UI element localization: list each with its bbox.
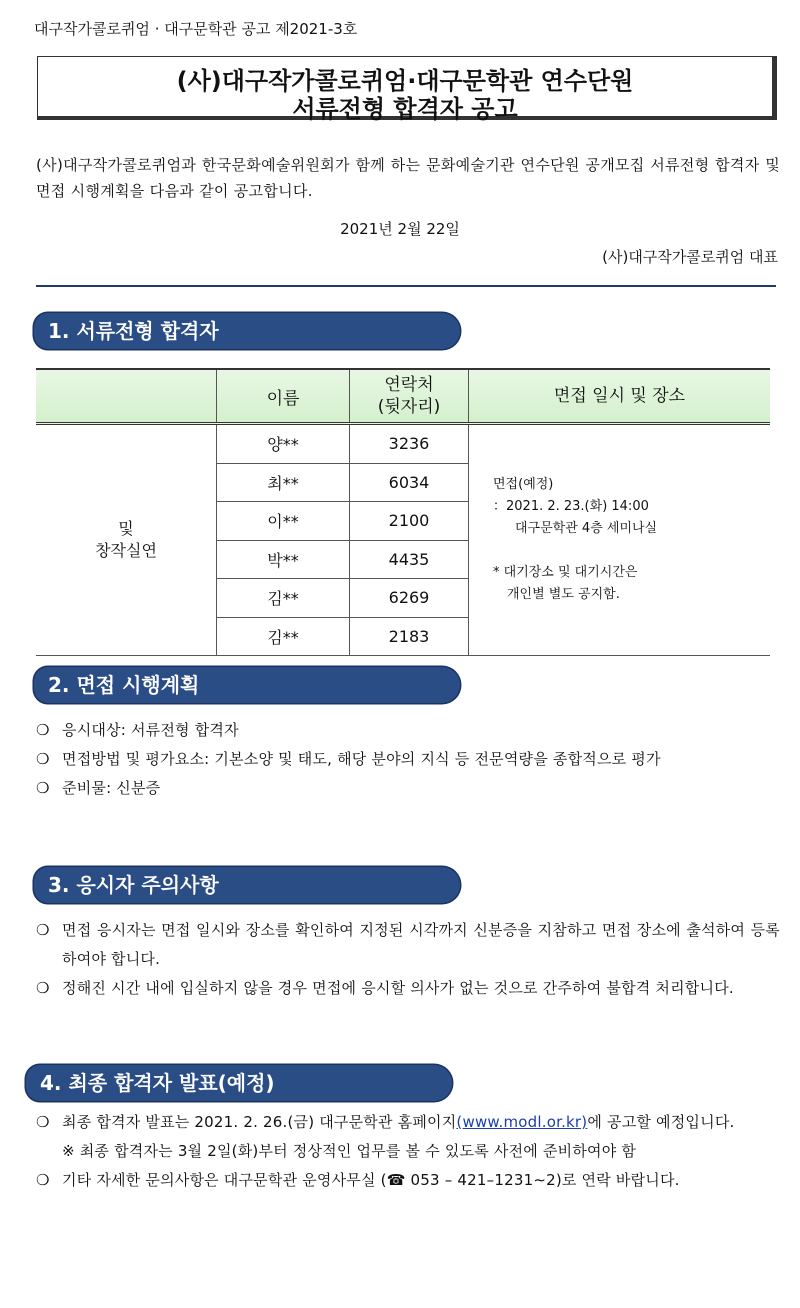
phone-cell: 2183 [350,617,469,656]
bullet-icon: ❍ [36,750,50,768]
homepage-link[interactable]: (www.modl.or.kr) [456,1113,588,1131]
intro-paragraph: (사)대구작가콜로퀴엄과 한국문화예술위원회가 함께 하는 문화예술기관 연수단원 공개모집 서류전형 합격자 및 면접 시행계획을 다음과 같이 공고합니다. [36,156,780,200]
interview-info-cell [469,424,771,656]
name-cell: 최** [217,463,350,502]
bullet-icon: ❍ [36,1171,50,1189]
final-list [36,1108,786,1195]
bullet-icon: ❍ [36,1113,50,1131]
section-heading-4: 4. 최종 합격자 발표(예정) [26,1065,452,1101]
name-cell: 김** [217,579,350,618]
list-item: ❍ 최종 합격자 발표는 2021. 2. 26.(금) 대구문학관 홈페이지(www.modl.or.kr)에 공고할 예정입니다. [36,1108,786,1137]
header-cell-interview: 면접 일시 및 장소 [469,369,771,424]
interview-note-2: 개인별 별도 공지함. [507,587,620,602]
phone-cell: 6034 [350,463,469,502]
section-heading-3: 3. 응시자 주의사항 [34,867,460,903]
phone-cell: 6269 [350,579,469,618]
name-cell: 박** [217,540,350,579]
bullet-icon: ❍ [36,921,50,939]
list-item: ❍ 응시대상: 서류전형 합격자 [36,716,780,745]
notice-date: 2021년 2월 22일 [340,220,460,238]
table-row [36,424,770,464]
notice-number: 대구작가콜로퀴엄 · 대구문학관 공고 제2021-3호 [34,20,358,38]
phone-cell: 4435 [350,540,469,579]
final-note: ※ 최종 합격자는 3월 2일(화)부터 정상적인 업무를 볼 수 있도록 사전에 준비하여야 함 [62,1142,637,1160]
plan-list [36,716,780,803]
header-cell-phone: 연락처 (뒷자리) [350,369,469,424]
list-item: ❍ 면접 응시자는 면접 일시와 장소를 확인하여 지정된 시각까지 신분증을 지참하고 면접 장소에 출석하여 등록하여야 합니다. [36,916,780,974]
title-line-1: (사)대구작가콜로퀴엄·대구문학관 연수단원 [176,67,634,95]
name-cell: 이** [217,502,350,541]
list-item: ❍ 정해진 시간 내에 입실하지 않을 경우 면접에 응시할 의사가 없는 것으로 간주하여 불합격 처리합니다. [36,974,780,1003]
section-heading-2: 2. 면접 시행계획 [34,667,460,703]
header-cell-blank [36,369,217,424]
section-heading-1: 1. 서류전형 합격자 [34,313,460,349]
bullet-icon: ❍ [36,979,50,997]
interview-label: 면접(예정) [493,477,554,492]
list-item: ❍ 준비물: 신분증 [36,774,780,803]
interview-place: 대구문학관 4층 세미나실 [515,521,658,536]
phone-cell: 2100 [350,502,469,541]
divider [36,285,776,287]
category-cell: 및 창작실연 [36,424,217,656]
bullet-icon: ❍ [36,779,50,797]
header-cell-name: 이름 [217,369,350,424]
bullet-icon: ❍ [36,721,50,739]
list-item: ❍ 기타 자세한 문의사항은 대구문학관 운영사무실 (☎ 053 – 421–1231∼2)로 연락 바랍니다. [36,1166,786,1195]
table-header-row [36,369,770,424]
phone-cell: 3236 [350,424,469,464]
name-cell: 양** [217,424,350,464]
caution-list [36,916,780,1003]
title-box [37,56,777,123]
title-line-2: 서류전형 합격자 공고 [292,95,518,123]
name-cell: 김** [217,617,350,656]
results-table [36,368,770,656]
organization-name: (사)대구작가콜로퀴엄 대표 [602,248,778,266]
interview-datetime: ：2021. 2. 23.(화) 14:00 [493,499,649,514]
list-item: ❍ 면접방법 및 평가요소: 기본소양 및 태도, 해당 분야의 지식 등 전문역량을 종합적으로 평가 [36,745,780,774]
interview-note-1: * 대기장소 및 대기시간은 [493,565,638,580]
